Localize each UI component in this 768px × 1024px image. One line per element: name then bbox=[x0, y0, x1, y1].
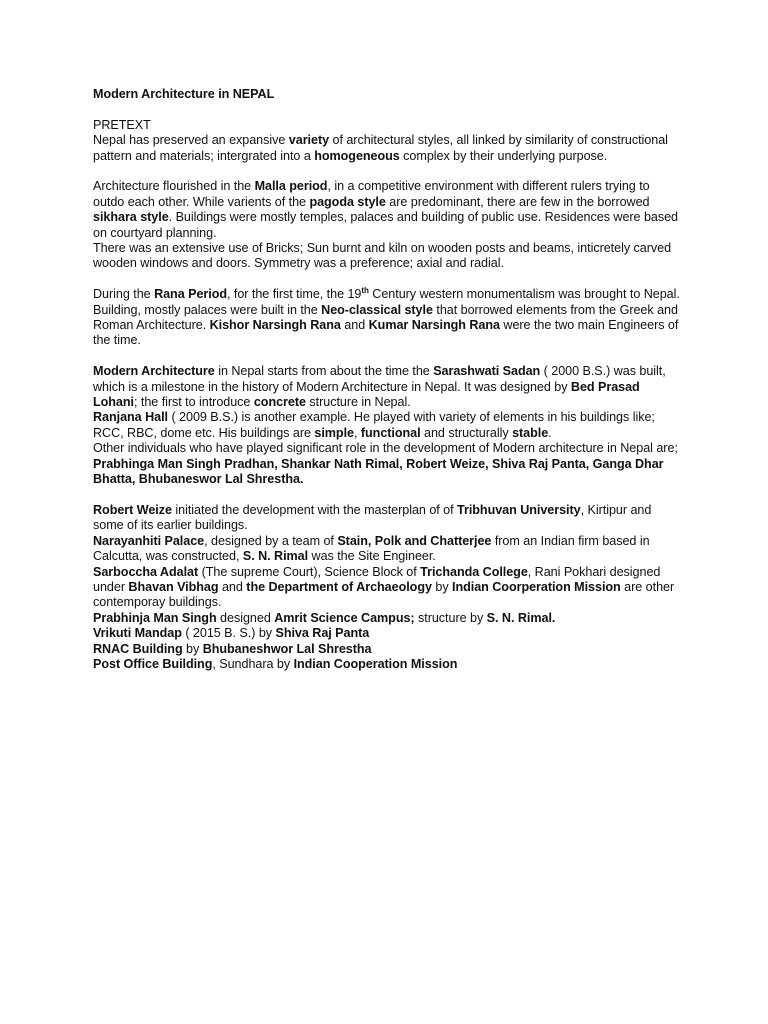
bold-text-run: the Department of Archaeology bbox=[246, 579, 432, 594]
bold-text-run: functional bbox=[360, 425, 421, 440]
bold-text-run: Sarashwati Sadan bbox=[433, 364, 541, 379]
bold-text-run: Shiva Raj Panta bbox=[275, 626, 370, 641]
text-run: . bbox=[548, 425, 552, 440]
paragraph-list bbox=[93, 133, 683, 672]
bold-text-run: variety bbox=[288, 133, 330, 148]
text-run: , designed by a team of bbox=[204, 533, 338, 548]
paragraph bbox=[93, 241, 683, 272]
bold-text-run: Prabhinja Man Singh bbox=[93, 610, 217, 625]
paragraph bbox=[93, 410, 683, 441]
text-run: , in a competitive environment with different rulers trying to outdo each other. While varients of the bbox=[93, 179, 650, 209]
paragraph bbox=[93, 611, 683, 626]
bold-text-run: Trichanda College bbox=[420, 564, 528, 579]
paragraph bbox=[93, 565, 683, 611]
paragraph bbox=[93, 133, 683, 164]
paragraph bbox=[93, 534, 683, 565]
text-run: designed bbox=[216, 610, 275, 625]
paragraph bbox=[93, 642, 683, 657]
section-heading-pretext: PRETEXT bbox=[93, 117, 151, 132]
text-run: There was an extensive use of Bricks; Sun burnt and kiln on wooden posts and beams, inticretely carved wooden windows and doors. Symmetry was a preference; axial and radial. bbox=[93, 241, 672, 271]
paragraph bbox=[93, 441, 683, 487]
text-run: were the two main Engineers of the time. bbox=[93, 318, 679, 348]
bold-text-run: concrete bbox=[253, 395, 306, 410]
document-body bbox=[93, 87, 683, 672]
paragraph bbox=[93, 287, 683, 349]
bold-text-run: Indian Coorperation Mission bbox=[452, 579, 621, 594]
bold-text-run: Indian Cooperation Mission bbox=[293, 656, 458, 671]
bold-text-run: Stain, Polk and Chatterjee bbox=[337, 533, 492, 548]
text-run: . Buildings were mostly temples, palaces and building of public use. Residences were based on courtyard planning. bbox=[93, 210, 679, 240]
bold-text-run: Robert Weize bbox=[93, 502, 172, 517]
paragraph bbox=[93, 626, 683, 641]
document-title: Modern Architecture in NEPAL bbox=[93, 87, 275, 101]
superscript-run: th bbox=[361, 286, 369, 296]
text-run: and bbox=[218, 579, 247, 594]
bold-text-run: Kishor Narsingh Rana bbox=[209, 318, 341, 333]
text-run: , Rani Pokhari designed under bbox=[93, 564, 661, 594]
bold-text-run: Post Office Building bbox=[93, 656, 213, 671]
text-run: ; the first to introduce bbox=[133, 395, 254, 410]
bold-text-run: Bhavan Vibhag bbox=[128, 579, 219, 594]
bold-text-run: Rana Period bbox=[154, 287, 227, 302]
paragraph bbox=[93, 657, 683, 672]
text-run: Nepal has preserved an expansive bbox=[93, 133, 289, 148]
text-run: structure by bbox=[414, 610, 487, 625]
text-run: , Kirtipur and some of its earlier buildings. bbox=[93, 502, 652, 533]
bold-text-run: Bhubaneshwor Lal Shrestha bbox=[202, 641, 372, 656]
bold-text-run: Prabhinga Man Singh Pradhan, Shankar Nath Rimal, Robert Weize, Shiva Raj Panta, Ganga Dhar Bhatta, Bhubaneswor Lal Shrestha. bbox=[93, 456, 664, 487]
text-run: that borrowed elements from the Greek and Roman Architecture. bbox=[93, 302, 678, 333]
bold-text-run: Modern Architecture bbox=[93, 364, 215, 379]
bold-text-run: Vrikuti Mandap bbox=[93, 626, 182, 641]
text-run: structure in Nepal. bbox=[305, 395, 411, 410]
text-run: (The supreme Court), Science Block of bbox=[198, 564, 421, 579]
bold-text-run: Sarboccha Adalat bbox=[93, 564, 199, 579]
text-run: , bbox=[353, 425, 361, 440]
text-run: Other individuals who have played significant role in the development of Modern architecture in Nepal are; bbox=[93, 441, 678, 456]
text-run: ( 2000 B.S.) was built, which is a milestone in the history of Modern Architecture in Nepal. It was designed by bbox=[93, 364, 666, 394]
bold-text-run: simple bbox=[314, 425, 354, 440]
text-run: Architecture flourished in the bbox=[93, 179, 255, 194]
text-run: ( 2015 B. S.) by bbox=[181, 626, 276, 641]
bold-text-run: Kumar Narsingh Rana bbox=[368, 318, 500, 333]
paragraph bbox=[93, 503, 683, 534]
text-run: by bbox=[431, 579, 453, 594]
text-run: in Nepal starts from about the time the bbox=[214, 364, 434, 379]
text-run: , Sundhara by bbox=[212, 656, 294, 671]
text-run: initiated the development with the masterplan of of bbox=[171, 502, 458, 517]
bold-text-run: S. N. Rimal. bbox=[486, 610, 556, 625]
text-run: by bbox=[182, 641, 203, 656]
text-run: complex by their underlying purpose. bbox=[399, 148, 608, 163]
text-run: ( 2009 B.S.) is another example. He played with variety of elements in his buildings like; RCC, RBC, dome etc. His buildings are bbox=[93, 410, 655, 440]
text-run: was the Site Engineer. bbox=[308, 549, 436, 564]
text-run: are predominant, there are few in the borrowed bbox=[385, 194, 650, 209]
bold-text-run: Amrit Science Campus; bbox=[274, 610, 415, 625]
bold-text-run: Neo-classical style bbox=[321, 302, 433, 317]
text-run: are other contemporay buildings. bbox=[93, 579, 675, 610]
bold-text-run: Malla period bbox=[254, 179, 328, 194]
text-run: Century western monumentalism was brought to Nepal. Building, mostly palaces were built in the bbox=[93, 287, 680, 317]
text-run: and bbox=[340, 318, 369, 333]
bold-text-run: sikhara style bbox=[93, 210, 169, 225]
bold-text-run: RNAC Building bbox=[93, 641, 183, 656]
text-run: of architectural styles, all linked by similarity of constructional pattern and materials; intergrated into a bbox=[93, 133, 668, 163]
bold-text-run: stable bbox=[512, 425, 549, 440]
text-run: from an Indian firm based in Calcutta, was constructed, bbox=[93, 533, 650, 564]
text-run: and structurally bbox=[420, 425, 513, 440]
bold-text-run: Ranjana Hall bbox=[93, 410, 168, 425]
paragraph bbox=[93, 364, 683, 410]
text-run: During the bbox=[93, 287, 155, 302]
bold-text-run: Bed Prasad Lohani bbox=[93, 379, 640, 410]
bold-text-run: homogeneous bbox=[314, 148, 400, 163]
text-run: , for the first time, the 19 bbox=[227, 287, 362, 302]
bold-text-run: S. N. Rimal bbox=[242, 549, 309, 564]
bold-text-run: pagoda style bbox=[309, 194, 386, 209]
bold-text-run: Narayanhiti Palace bbox=[93, 533, 205, 548]
paragraph bbox=[93, 179, 683, 241]
bold-text-run: Tribhuvan University bbox=[457, 502, 581, 517]
